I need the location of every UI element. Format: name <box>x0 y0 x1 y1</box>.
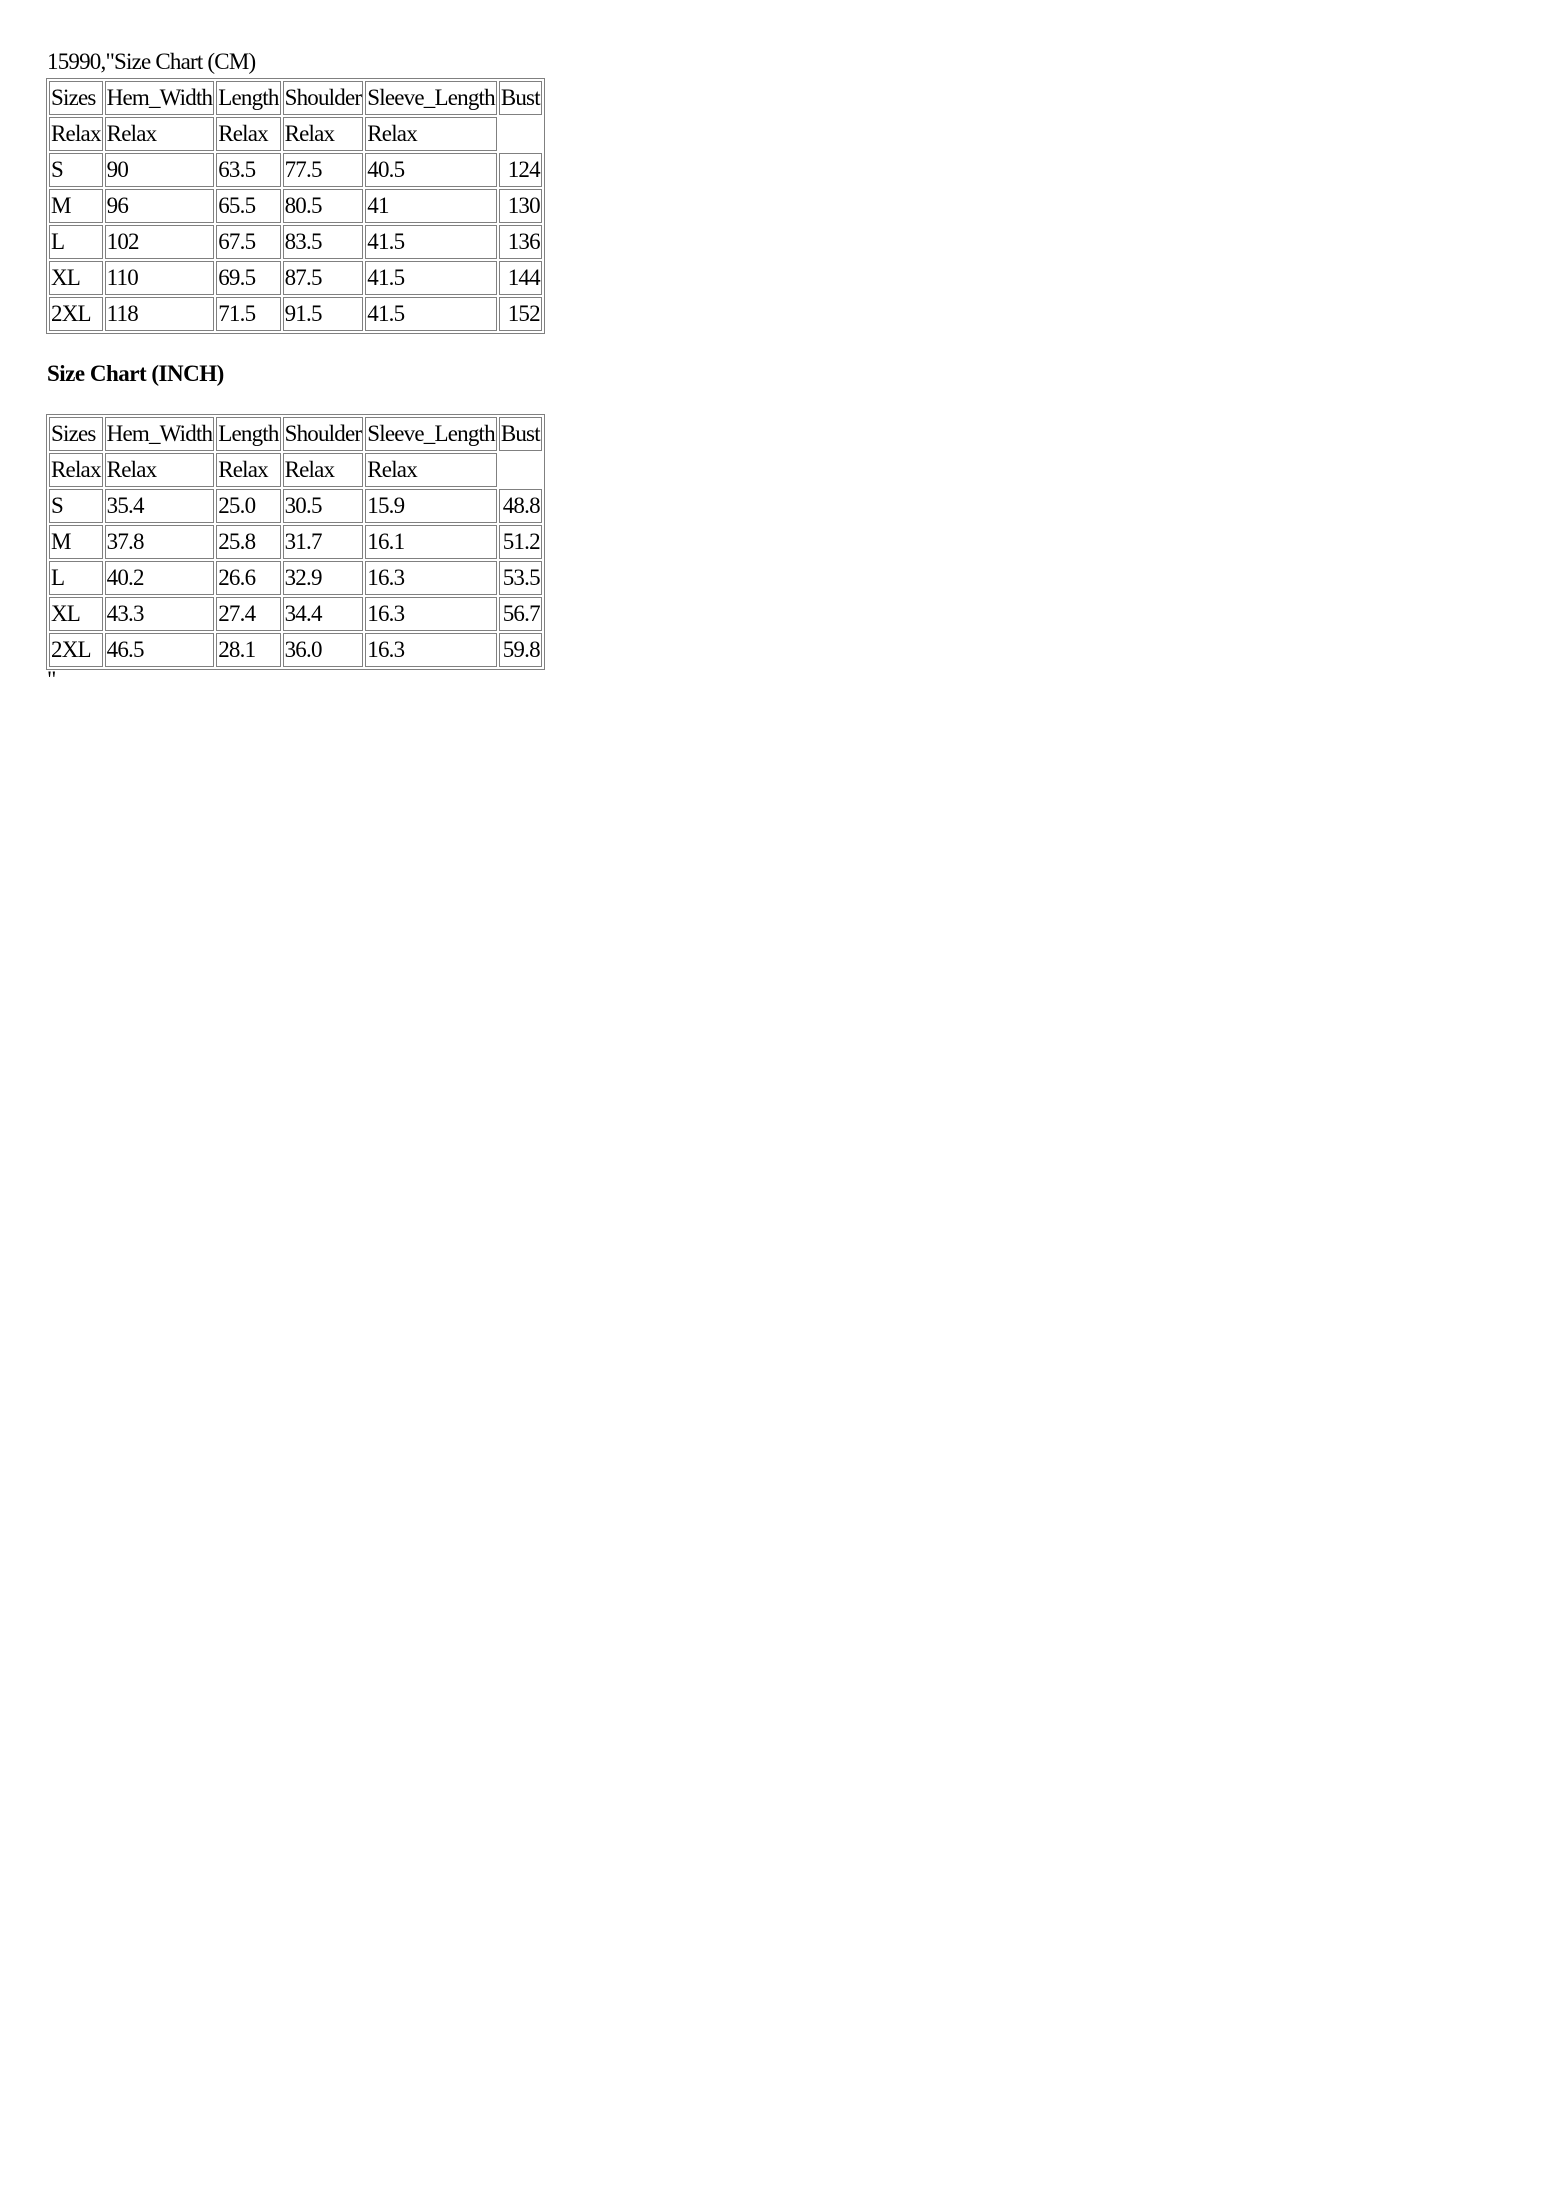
table-cell: 71.5 <box>216 297 280 331</box>
table-cell: 25.8 <box>216 525 280 559</box>
table-cell: 34.4 <box>283 597 364 631</box>
table-cell: 36.0 <box>283 633 364 667</box>
table-cell: 25.0 <box>216 489 280 523</box>
table-cell: 124 <box>499 153 542 187</box>
table-cell: Relax <box>49 453 103 487</box>
table-row <box>49 489 542 523</box>
table-cell: Relax <box>105 453 215 487</box>
table-cell: 30.5 <box>283 489 364 523</box>
table-cell: 41.5 <box>365 261 497 295</box>
cm-size-table <box>46 78 545 334</box>
table-fit-row <box>49 117 542 151</box>
table-cell: 41.5 <box>365 225 497 259</box>
table-row <box>49 297 542 331</box>
table-cell: 63.5 <box>216 153 280 187</box>
table-row <box>49 153 542 187</box>
table-cell: Relax <box>283 453 364 487</box>
table-cell: L <box>49 225 103 259</box>
document-body <box>47 46 545 690</box>
table-cell: 80.5 <box>283 189 364 223</box>
table-cell: 43.3 <box>105 597 215 631</box>
table-cell: 53.5 <box>499 561 542 595</box>
table-cell: 40.2 <box>105 561 215 595</box>
table-cell: 136 <box>499 225 542 259</box>
table-cell: Relax <box>216 117 280 151</box>
table-cell: 56.7 <box>499 597 542 631</box>
closing-quote-mark: " <box>47 667 57 692</box>
table-cell: 35.4 <box>105 489 215 523</box>
table-row <box>49 189 542 223</box>
table-cell: 31.7 <box>283 525 364 559</box>
table-header-row <box>49 417 542 451</box>
table-cell: 130 <box>499 189 542 223</box>
table-cell: Shoulder <box>283 81 364 115</box>
table-cell: 26.6 <box>216 561 280 595</box>
table-cell: Relax <box>216 453 280 487</box>
table-cell: S <box>49 489 103 523</box>
table-cell: 59.8 <box>499 633 542 667</box>
table-cell: 15.9 <box>365 489 497 523</box>
table-cell: Bust <box>499 81 542 115</box>
table-cell: 48.8 <box>499 489 542 523</box>
table-cell: Sleeve_Length <box>365 81 497 115</box>
table-row <box>49 525 542 559</box>
table-cell: 37.8 <box>105 525 215 559</box>
table-cell: Length <box>216 417 280 451</box>
table-row <box>49 261 542 295</box>
table-cell: Length <box>216 81 280 115</box>
table-cell: 152 <box>499 297 542 331</box>
table-cell: Bust <box>499 417 542 451</box>
table-cell: XL <box>49 261 103 295</box>
table-cell: 77.5 <box>283 153 364 187</box>
table-row <box>49 225 542 259</box>
table-cell: M <box>49 189 103 223</box>
table-cell: 65.5 <box>216 189 280 223</box>
table-cell: 16.3 <box>365 633 497 667</box>
table-cell: Hem_Width <box>105 81 215 115</box>
table-row <box>49 561 542 595</box>
table-cell: Relax <box>283 117 364 151</box>
table-cell: L <box>49 561 103 595</box>
table-cell: 27.4 <box>216 597 280 631</box>
table-cell: 96 <box>105 189 215 223</box>
table-cell: 2XL <box>49 633 103 667</box>
inch-size-table <box>46 414 545 670</box>
table-cell: XL <box>49 597 103 631</box>
table-cell: M <box>49 525 103 559</box>
table-cell: 40.5 <box>365 153 497 187</box>
table-cell <box>499 117 542 151</box>
table-cell: Shoulder <box>283 417 364 451</box>
table-cell <box>499 453 542 487</box>
table-cell: Sizes <box>49 417 103 451</box>
table-cell: 16.3 <box>365 561 497 595</box>
table-cell: 16.3 <box>365 597 497 631</box>
table-cell: 16.1 <box>365 525 497 559</box>
table-cell: Relax <box>105 117 215 151</box>
table-cell: 118 <box>105 297 215 331</box>
table-cell: 90 <box>105 153 215 187</box>
inch-chart-heading: Size Chart (INCH) <box>47 361 224 386</box>
table-cell: 144 <box>499 261 542 295</box>
table-cell: 2XL <box>49 297 103 331</box>
table-cell: 28.1 <box>216 633 280 667</box>
table-cell: Sleeve_Length <box>365 417 497 451</box>
table-header-row <box>49 81 542 115</box>
table-cell: 110 <box>105 261 215 295</box>
table-cell: Relax <box>49 117 103 151</box>
table-cell: Hem_Width <box>105 417 215 451</box>
table-cell: 91.5 <box>283 297 364 331</box>
table-cell: 41 <box>365 189 497 223</box>
table-cell: Relax <box>365 117 497 151</box>
table-cell: 32.9 <box>283 561 364 595</box>
table-row <box>49 633 542 667</box>
table-cell: S <box>49 153 103 187</box>
table-cell: 46.5 <box>105 633 215 667</box>
table-cell: 69.5 <box>216 261 280 295</box>
table-cell: 67.5 <box>216 225 280 259</box>
table-cell: 102 <box>105 225 215 259</box>
table-row <box>49 597 542 631</box>
table-fit-row <box>49 453 542 487</box>
table-cell: 87.5 <box>283 261 364 295</box>
table-cell: 41.5 <box>365 297 497 331</box>
table-cell: 83.5 <box>283 225 364 259</box>
table-cell: Relax <box>365 453 497 487</box>
table-cell: Sizes <box>49 81 103 115</box>
table-cell: 51.2 <box>499 525 542 559</box>
cm-chart-title: 15990,"Size Chart (CM) <box>47 49 256 74</box>
